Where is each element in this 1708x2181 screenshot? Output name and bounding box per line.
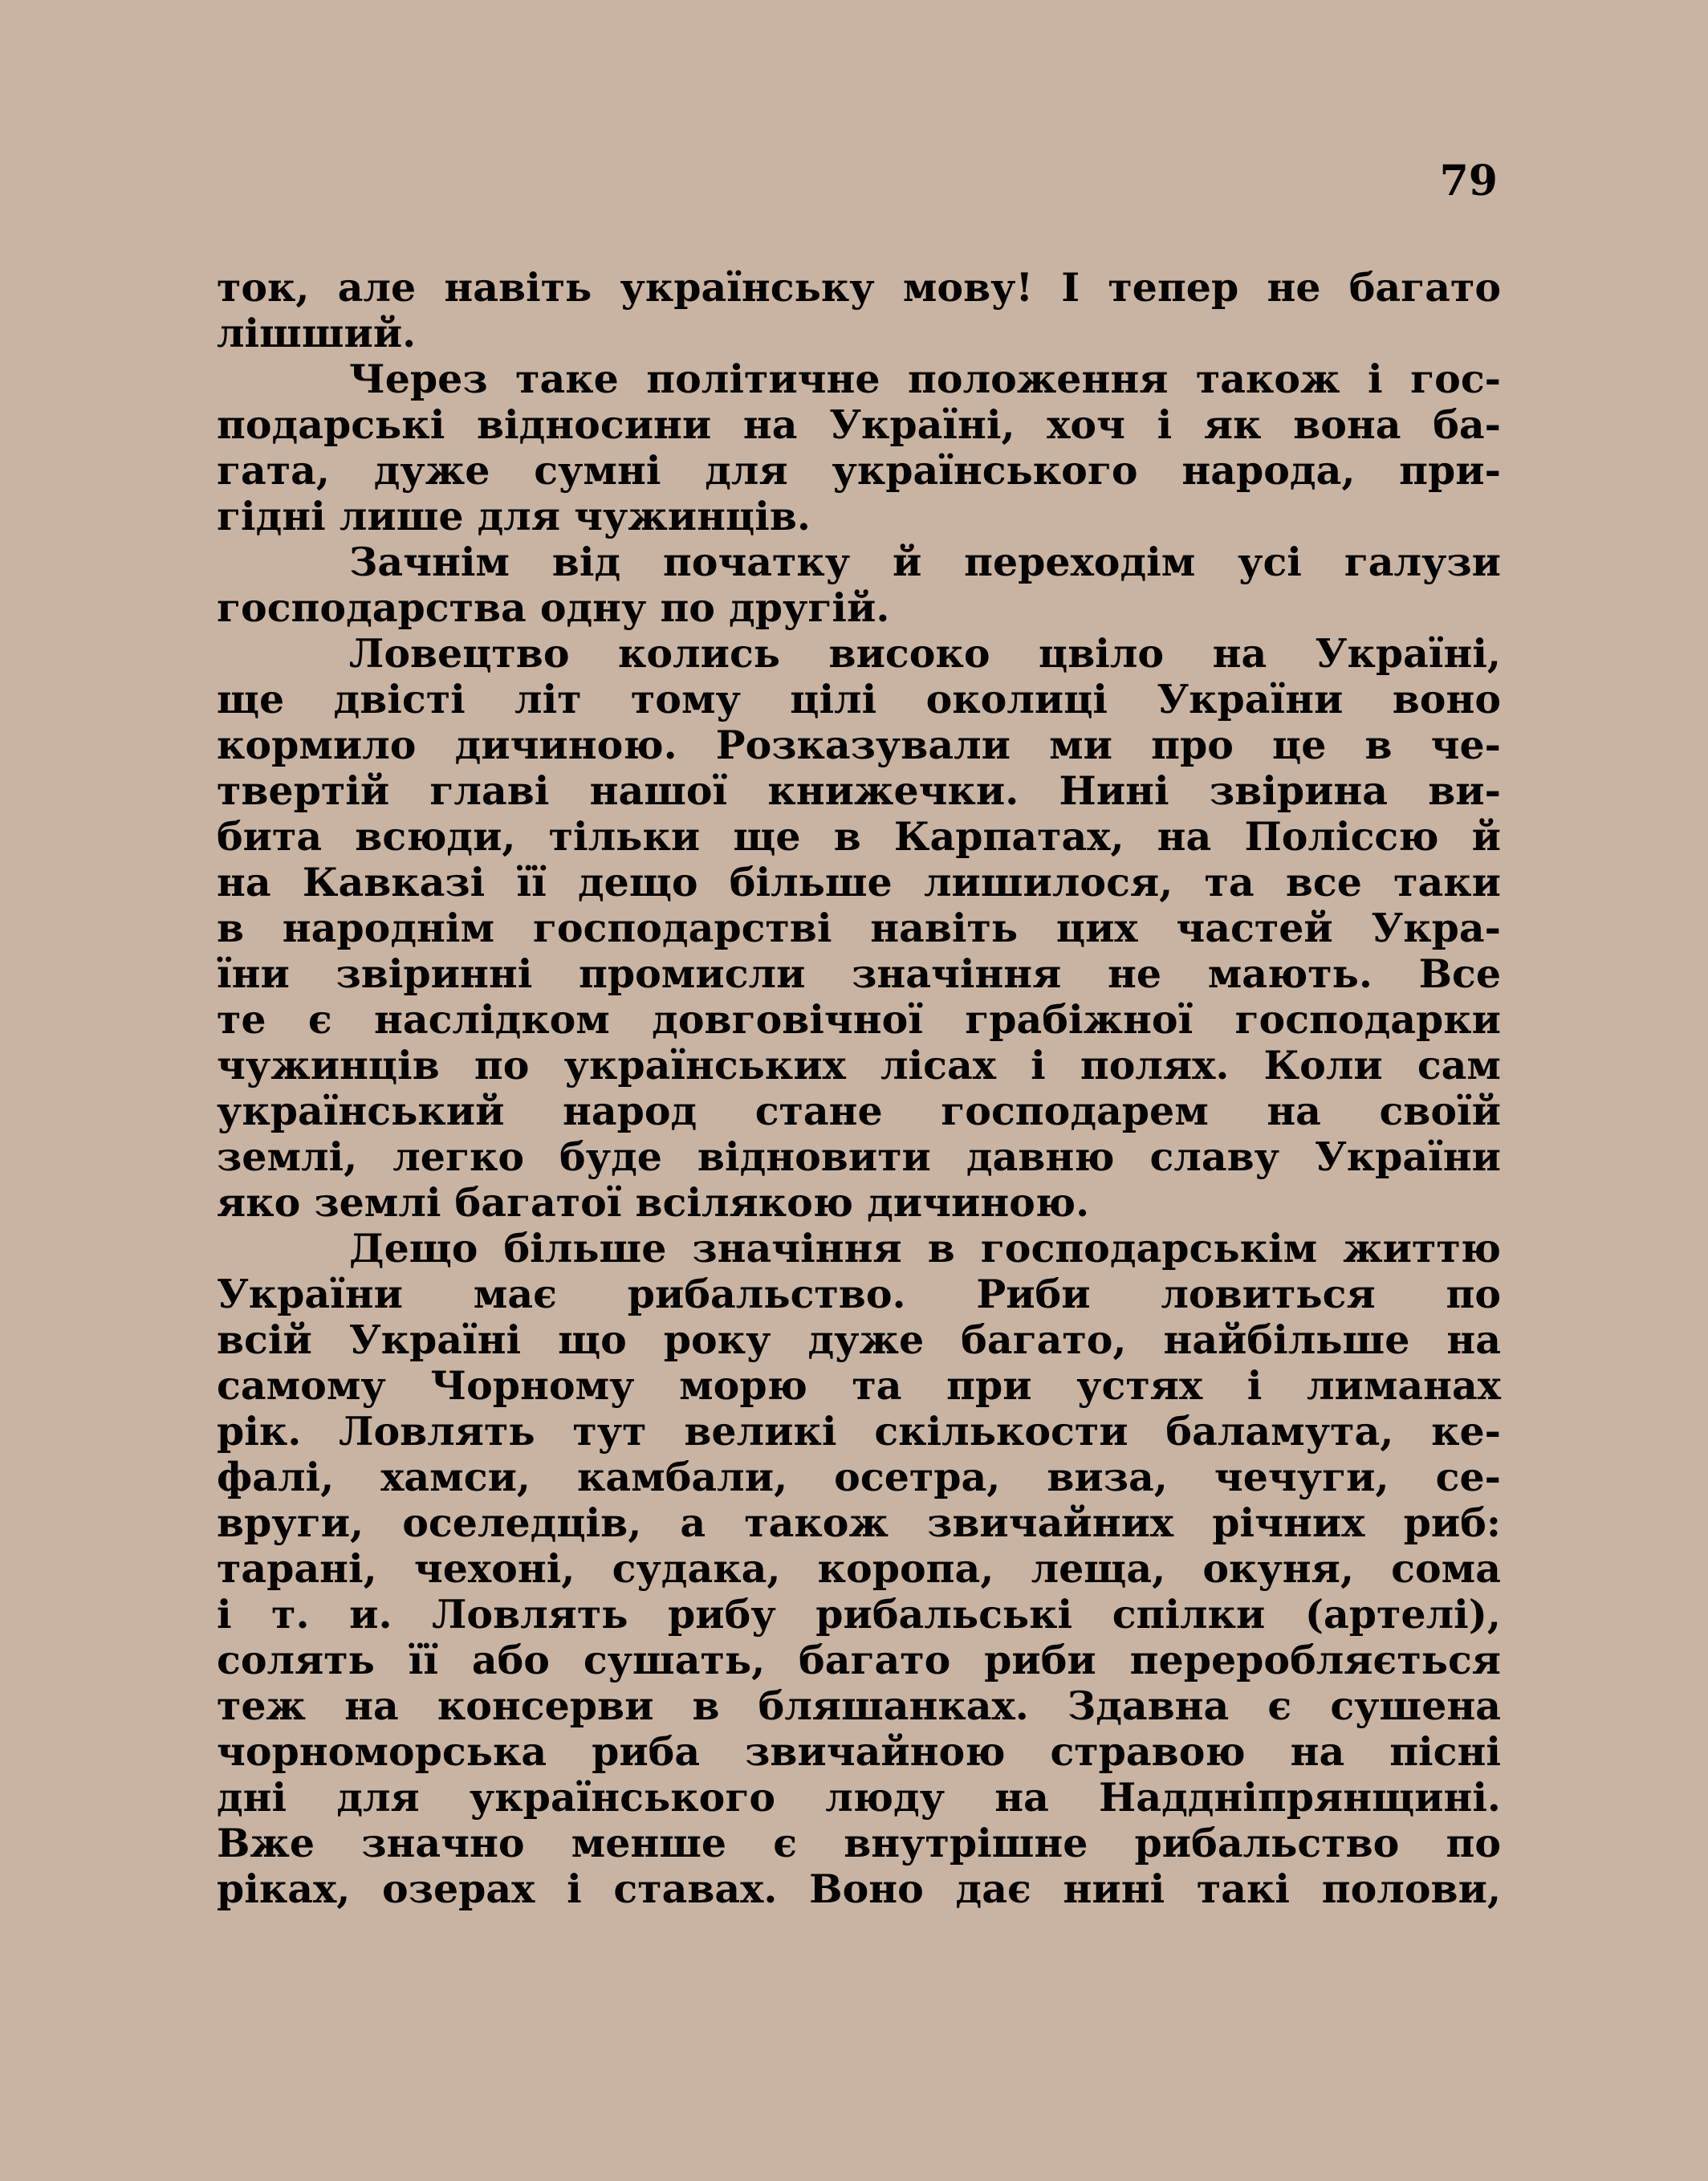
paragraph xyxy=(217,1226,1501,1912)
text-line: теж на консерви в бляшанках. Здавна є сушена xyxy=(217,1683,1501,1729)
text-line: твертій главі нашої книжечки. Нині звірина ви- xyxy=(217,767,1501,814)
text-line: на Кавказі її дещо більше лишилося, та все таки xyxy=(217,859,1501,905)
text-line: Вже значно менше є внутрішне рибальство по xyxy=(217,1820,1501,1866)
text-line: солять її або сушать, багато риби переробляється xyxy=(217,1637,1501,1683)
text-line: самому Чорному морю та при устях і лиманах xyxy=(217,1362,1501,1409)
text-line: Через таке політичне положення також і гос- xyxy=(349,356,1501,402)
text-line: фалі, хамси, камбали, осетра, виза, чечуги, се- xyxy=(217,1454,1501,1500)
text-line: землі, легко буде відновити давню славу України xyxy=(217,1133,1501,1180)
text-line: всій Україні що року дуже багато, найбільше на xyxy=(217,1316,1501,1363)
text-line: вруги, оселедців, а також звичайних річних риб: xyxy=(217,1499,1501,1546)
paragraph xyxy=(217,265,1501,356)
text-line: те є наслідком довговічної грабіжної господарки xyxy=(217,996,1501,1043)
text-line: яко землі багатої всілякою дичиною. xyxy=(217,1179,1090,1226)
page-number: 79 xyxy=(1439,157,1498,205)
paragraph xyxy=(217,356,1501,539)
text-line: тарані, чехоні, судака, коропа, леща, окуня, сома xyxy=(217,1545,1501,1592)
text-line: в народнім господарстві навіть цих частей Укра- xyxy=(217,905,1501,951)
text-line: гідні лише для чужинців. xyxy=(217,493,811,539)
text-line: дні для українського люду на Наддніпрянщині. xyxy=(217,1774,1501,1821)
text-line: подарські відносини на Україні, хоч і як вона ба- xyxy=(217,401,1501,448)
text-line: рік. Ловлять тут великі скількости баламута, ке- xyxy=(217,1408,1501,1455)
text-line: України має рибальство. Риби ловиться по xyxy=(217,1271,1501,1317)
text-line: лішший. xyxy=(217,310,417,356)
paragraph xyxy=(217,539,1501,631)
text-line: український народ стане господарем на своїй xyxy=(217,1088,1501,1134)
text-line: чорноморська риба звичайною стравою на пісні xyxy=(217,1728,1501,1775)
text-line: Дещо більше значіння в господарськім життю xyxy=(349,1225,1501,1272)
text-line: Ловецтво колись високо цвіло на Україні, xyxy=(349,630,1501,677)
text-line: чужинців по українських лісах і полях. Коли сам xyxy=(217,1042,1501,1088)
text-line: бита всюди, тільки ще в Карпатах, на Поліссю й xyxy=(217,813,1501,860)
text-line: ріках, озерах і ставах. Воно дає нині такі полови, xyxy=(217,1866,1501,1912)
text-line: ток, але навіть українську мову! І тепер не багато xyxy=(217,264,1501,311)
text-line: і т. и. Ловлять рибу рибальські спілки (артелі), xyxy=(217,1591,1501,1638)
text-line: ще двісті літ тому цілі околиці України воно xyxy=(217,676,1501,722)
text-line: кормило дичиною. Розказували ми про це в че- xyxy=(217,722,1501,768)
text-line: господарства одну по другій. xyxy=(217,584,890,631)
paragraph xyxy=(217,631,1501,1226)
body-text xyxy=(217,265,1501,1912)
text-line: Зачнім від початку й переходім усі галузи xyxy=(349,539,1501,585)
text-line: їни звіринні промисли значіння не мають. Все xyxy=(217,950,1501,997)
text-line: гата, дуже сумні для українського народа, при- xyxy=(217,447,1501,494)
